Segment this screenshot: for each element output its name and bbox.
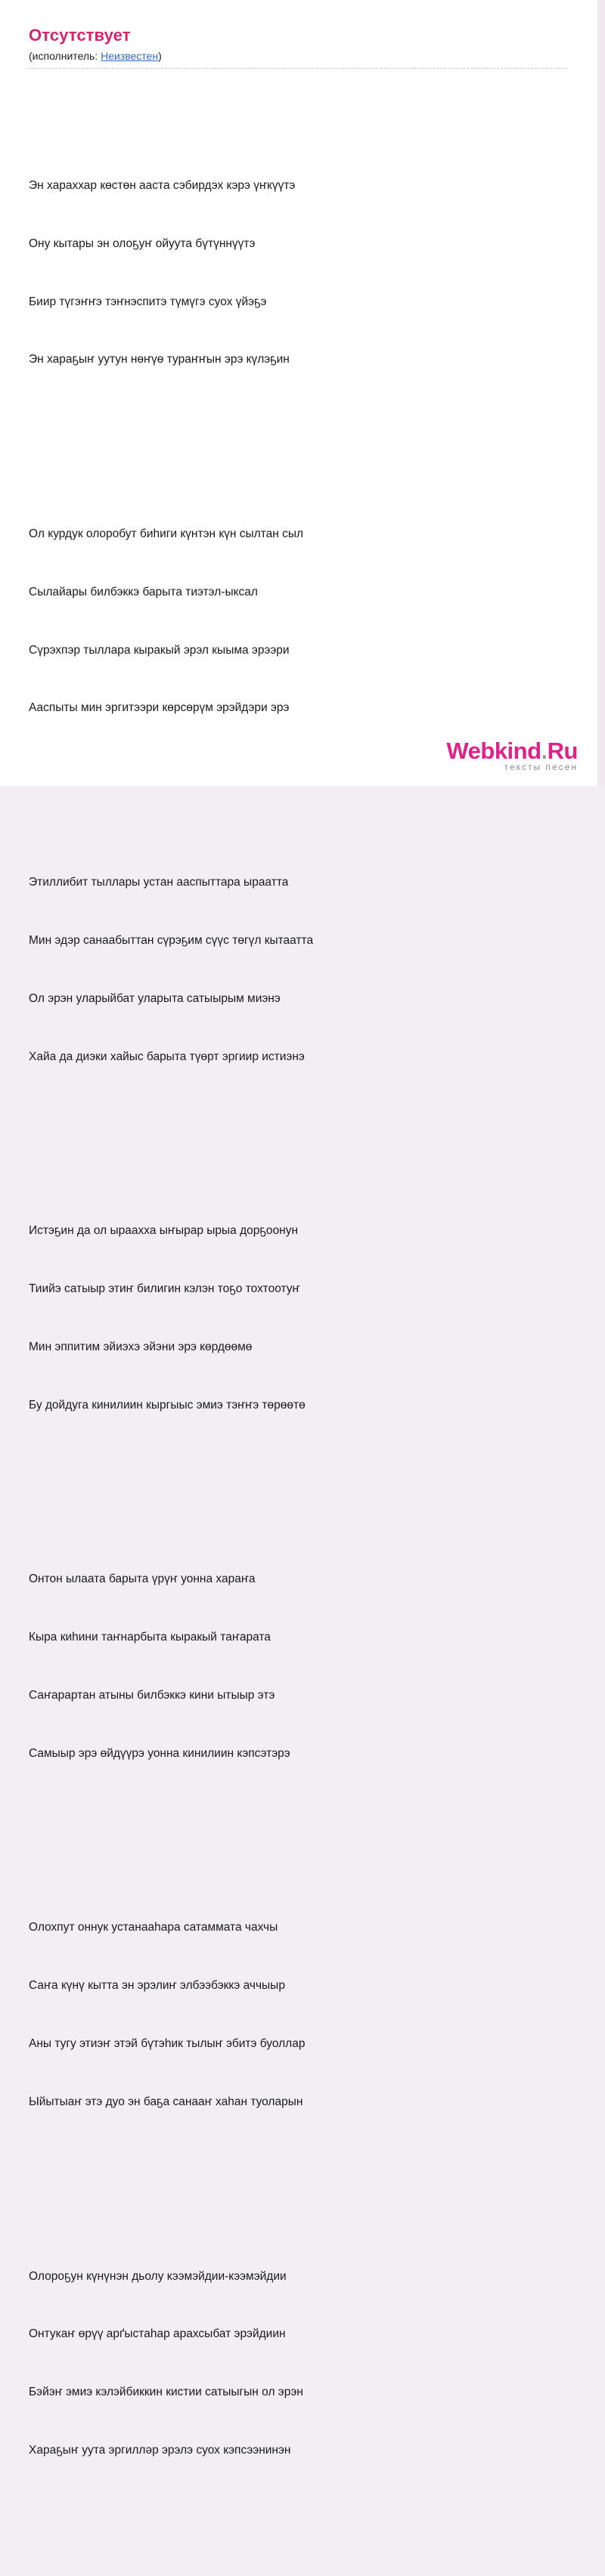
lyrics-line: Эн хараххар көстөн ааста сэбирдэх кэрэ үҥкүүтэ	[29, 178, 296, 192]
lyrics-line: Бэйэҥ эмиэ кэлэйбиккин кистии сатыыгын ол эрэн	[29, 2386, 303, 2399]
divider	[29, 68, 567, 69]
lyrics-stanza	[29, 2228, 567, 2498]
lyrics-line: Этиллибит тыллары устан ааспыттара ыраатта	[29, 876, 289, 889]
lyrics-line: Сүрэхпэр тыллара кыракый эрэл кыыма эрээри	[29, 643, 290, 657]
lyrics-stanza	[29, 1183, 567, 1453]
lyrics-stanza	[29, 138, 567, 408]
lyrics-line: Саҥарартан атыны билбэккэ кини ытыыр этэ	[29, 1688, 275, 1702]
lyrics-line: Хараҕыҥ уута эргилләр эрэлэ суох кэпсээнинэн	[29, 2443, 291, 2457]
lyrics-line: Онтон ылаата барыта үрүҥ уонна хараҥа	[29, 1573, 256, 1586]
lyrics-stanza	[29, 1531, 567, 1801]
watermark-ru-text: Ru	[547, 738, 578, 764]
lyrics-line: Сылайары билбэккэ барыта тиэтэл-ыксал	[29, 585, 258, 598]
artist-prefix-text: (исполнитель:	[29, 50, 101, 62]
lyrics-line: Ааспыты мин эргитээри көрсөрүм эрэйдэри эрэ	[29, 701, 290, 715]
watermark-logo	[446, 739, 578, 763]
lyrics-line: Онтукаҥ өрүү арґыстаһар арахсыбат эрэйдиин	[29, 2327, 286, 2341]
lyrics-line: Истэҕин да ол ыраахха ыҥырар ырыа дорҕоонун	[29, 1224, 299, 1238]
lyrics-line: Мин эппитим эйиэхэ эйэни эрэ көрдөөмө	[29, 1340, 253, 1353]
lyrics-line: Мин эдэр санаабыттан сүрэҕим сүүс төгүл кытаатта	[29, 933, 314, 947]
lyrics-line: Ол курдук олоробут биһиги күнтэн күн сылтан сыл	[29, 527, 304, 541]
watermark-subtitle: тексты песен	[504, 762, 578, 772]
artist-line	[29, 50, 567, 62]
watermark-kind-text: kind	[494, 738, 541, 764]
lyrics-line: Бу дойдуга кинилиин кыргыыс эмиэ тэҥҥэ төрөөтө	[29, 1398, 306, 1412]
page-title: Отсутствует	[29, 26, 131, 45]
lyrics-line: Самыыр эрэ өйдүүрэ уонна кинилиин кэпсэтэрэ	[29, 1746, 290, 1760]
lyrics-stanza	[29, 834, 567, 1105]
lyrics-line: Кыра киһини таҥнарбыта кыракый таҥарата	[29, 1631, 271, 1644]
artist-link[interactable]: Неизвестен	[101, 50, 159, 62]
site-watermark	[446, 739, 578, 772]
lyrics-body	[29, 79, 567, 2576]
lyrics-line: Ол эрэн уларыйбат уларыта сатыырым миэнэ	[29, 991, 281, 1005]
lyrics-line: Эн хараҕыҥ уутун нөҥүө тураҥҥын эрэ күлэҕин	[29, 353, 290, 366]
lyrics-line: Аны тугу этиэҥ этэй бүтэһик тылыҥ эбитэ буоллар	[29, 2037, 306, 2050]
watermark-web-text: Web	[446, 738, 495, 764]
lyrics-line: Саҥа күнү кытта эн эрэлиҥ элбээбэккэ аччыыр	[29, 1979, 285, 1993]
watermark-dot: .	[541, 738, 548, 764]
lyrics-line: Олохпут оннук устанааһара сатаммата чахчы	[29, 1921, 278, 1934]
lyrics-line: Олороҕун күнүнэн дьолу кээмэйдии-кээмэйдии	[29, 2269, 287, 2283]
lyrics-line: Хайа да диэки хайыс барыта түөрт эргиир истиэнэ	[29, 1050, 305, 1063]
lyrics-stanza	[29, 486, 567, 756]
lyrics-stanza	[29, 1879, 567, 2150]
lyrics-line: Ону кытары эн олоҕуҥ ойуута бүтүннүүтэ	[29, 237, 256, 250]
lyrics-line: Тиийэ сатыыр этиҥ билигин кэлэн тоҕо тохтоотуҥ	[29, 1282, 300, 1296]
artist-suffix-text: )	[158, 50, 162, 62]
lyrics-line: Ыйытыаҥ этэ дуо эн баҕа санааҥ хаһан туоларын	[29, 2095, 303, 2108]
lyrics-line: Биир түгэҥҥэ тэҥнэспитэ түмүгэ суох үйэҕэ	[29, 295, 267, 308]
